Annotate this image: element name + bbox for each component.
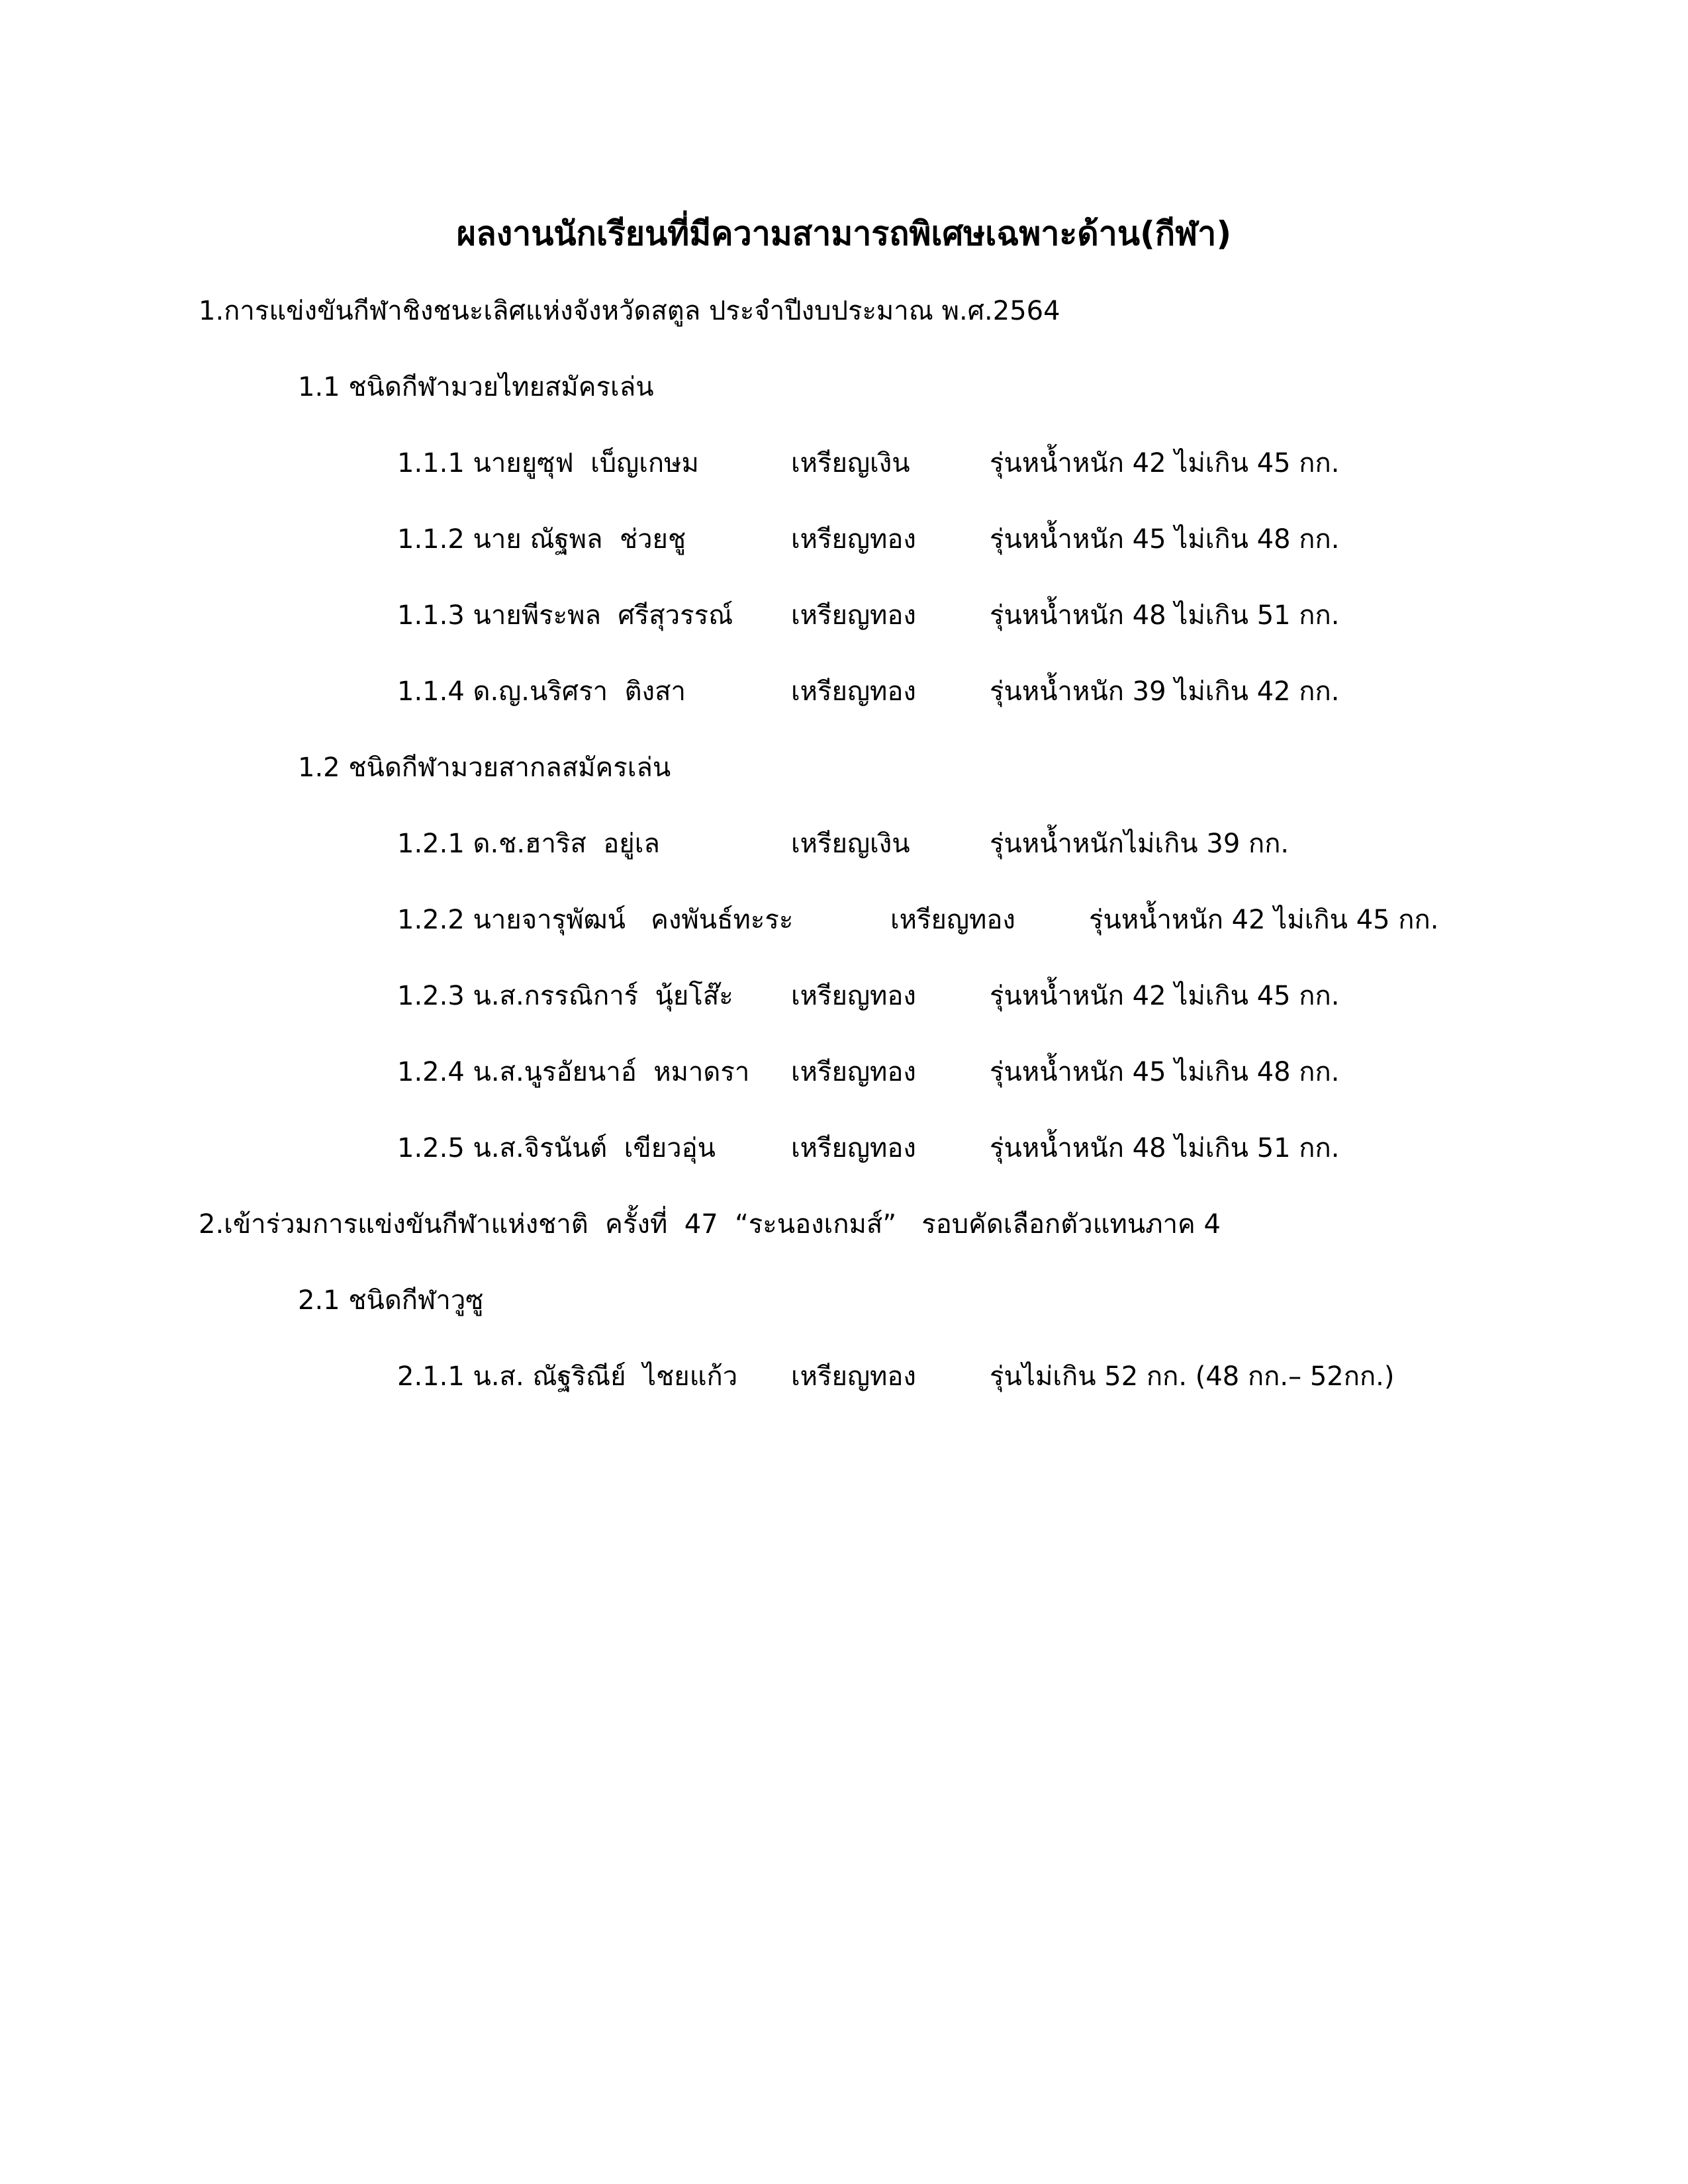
medal: เหรียญทอง [791,600,916,631]
subsection-1-2-heading: 1.2 ชนิดกีฬามวยสากลสมัครเล่น [298,752,671,783]
weight-class: รุ่นหน้ำหนักไม่เกิน 39 กก. [990,829,1289,859]
weight-class: รุ่นหน้ำหนัก 39 ไม่เกิน 42 กก. [990,676,1340,707]
weight-class: รุ่นไม่เกิน 52 กก. (48 กก.– 52กก.) [990,1361,1395,1392]
weight-class: รุ่นหน้ำหนัก 48 ไม่เกิน 51 กก. [990,600,1340,631]
weight-class: รุ่นหน้ำหนัก 45 ไม่เกิน 48 กก. [990,1057,1340,1087]
athlete-name: 2.1.1 น.ส. ณัฐริณีย์ ไชยแก้ว [397,1361,738,1392]
athlete-name: 1.2.5 น.ส.จิรนันต์ เขียวอุ่น [397,1133,716,1163]
section-1-heading: 1.การแข่งขันกีฬาชิงชนะเลิศแห่งจังหวัดสตูล ประจำปีงบประมาณ พ.ศ.2564 [199,296,1060,326]
medal: เหรียญเงิน [791,448,910,478]
subsection-1-1-heading: 1.1 ชนิดกีฬามวยไทยสมัครเล่น [298,372,654,402]
athlete-name: 1.2.3 น.ส.กรรณิการ์ นุ้ยโส๊ะ [397,981,733,1011]
section-2-heading: 2.เข้าร่วมการแข่งขันกีฬาแห่งชาติ ครั้งที่ 47 “ระนองเกมส์” รอบคัดเลือกตัวแทนภาค 4 [199,1209,1221,1240]
medal: เหรียญเงิน [791,829,910,859]
subsection-2-1-heading: 2.1 ชนิดกีฬาวูซู [298,1285,484,1316]
weight-class: รุ่นหน้ำหนัก 42 ไม่เกิน 45 กก. [990,981,1340,1011]
medal: เหรียญทอง [791,1057,916,1087]
weight-class: รุ่นหน้ำหนัก 45 ไม่เกิน 48 กก. [990,524,1340,555]
medal: เหรียญทอง [791,981,916,1011]
athlete-name: 1.2.1 ด.ช.ฮาริส อยู่เล [397,829,660,859]
weight-class: รุ่นหน้ำหนัก 42 ไม่เกิน 45 กก. [990,448,1340,478]
athlete-name: 1.1.3 นายพีระพล ศรีสุวรรณ์ [397,600,733,631]
medal: เหรียญทอง [791,524,916,555]
athlete-name: 1.2.2 นายจารุพัฒน์ คงพันธ์ทะระ [397,905,794,935]
athlete-name: 1.2.4 น.ส.นูรอัยนาอ์ หมาดรา [397,1057,750,1087]
athlete-name: 1.1.4 ด.ญ.นริศรา ติงสา [397,676,686,707]
medal: เหรียญทอง [890,905,1015,935]
page-title: ผลงานนักเรียนที่มีความสามารถพิเศษเฉพาะด้าน(กีฬา) [456,214,1232,253]
weight-class: รุ่นหน้ำหนัก 48 ไม่เกิน 51 กก. [990,1133,1340,1163]
athlete-name: 1.1.1 นายยูซุฟ เบ็ญเกษม [397,448,699,478]
medal: เหรียญทอง [791,1361,916,1392]
weight-class: รุ่นหน้ำหนัก 42 ไม่เกิน 45 กก. [1089,905,1439,935]
athlete-name: 1.1.2 นาย ณัฐพล ช่วยชู [397,524,686,555]
medal: เหรียญทอง [791,1133,916,1163]
medal: เหรียญทอง [791,676,916,707]
